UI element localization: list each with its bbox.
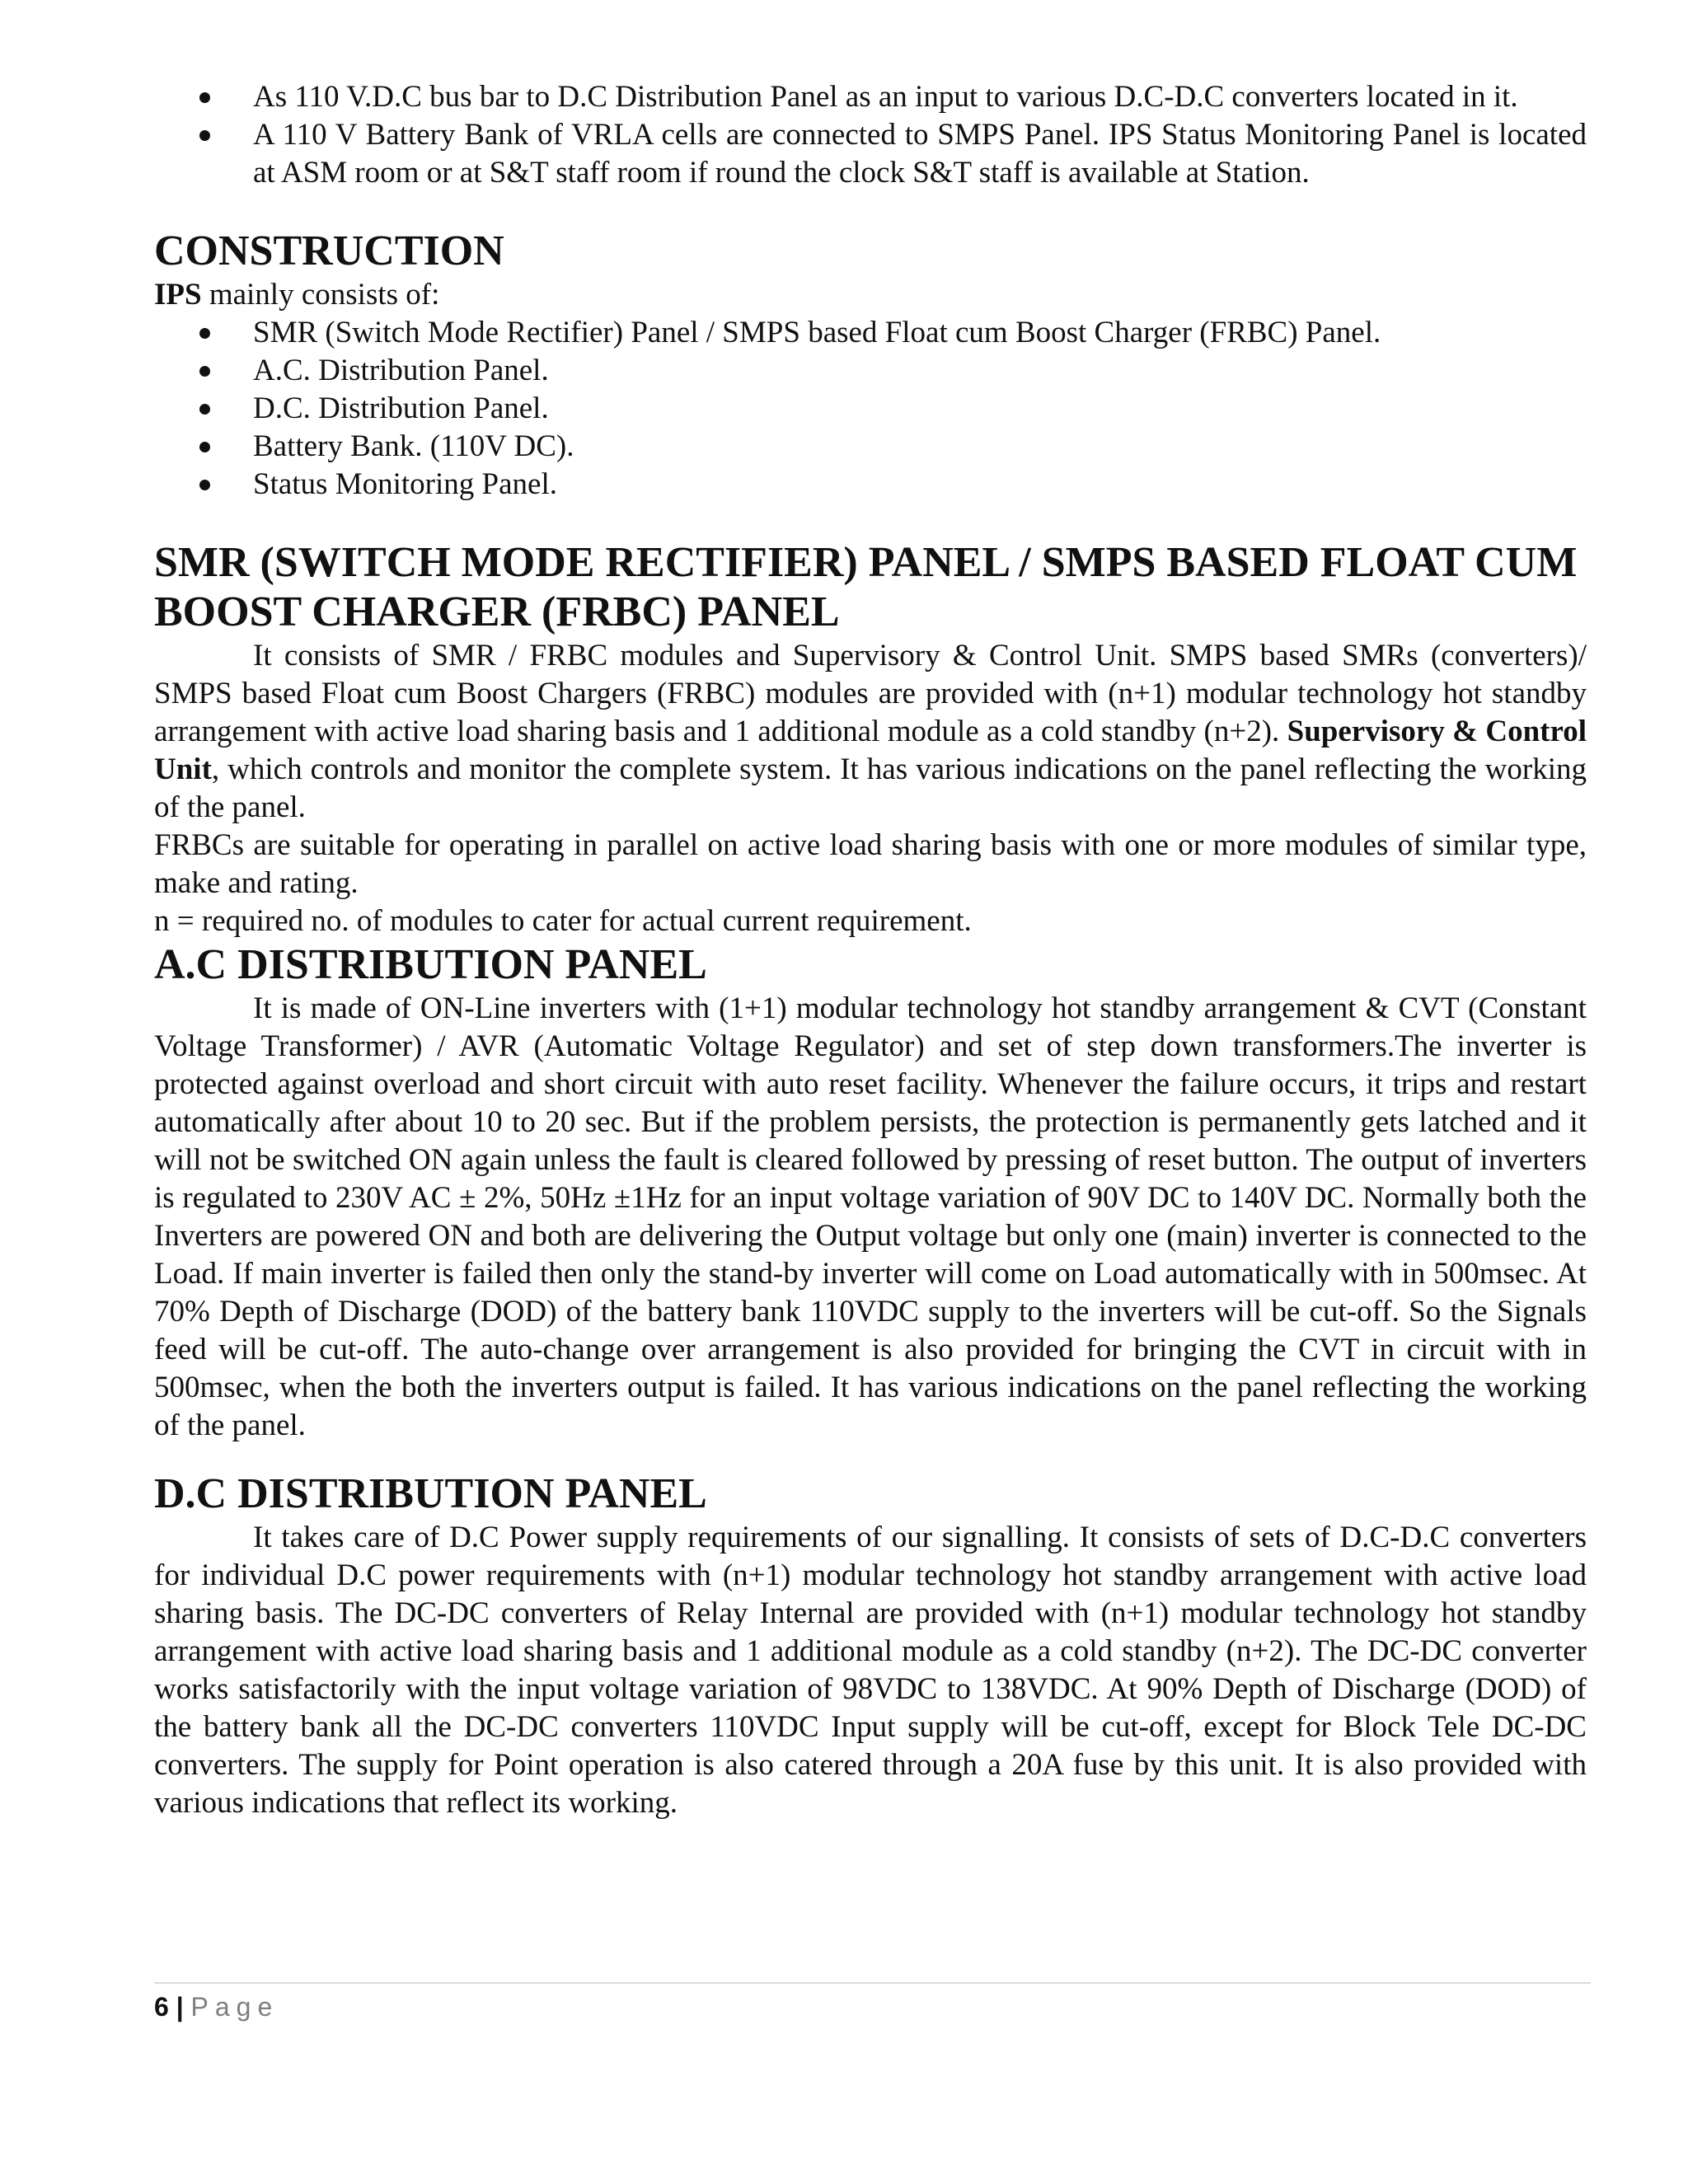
construction-intro: IPS mainly consists of: bbox=[154, 278, 440, 312]
page-label: Page bbox=[190, 1992, 279, 2022]
list-item: Battery Bank. (110V DC). bbox=[154, 428, 1587, 466]
bullet-icon bbox=[199, 442, 210, 452]
list-item: A 110 V Battery Bank of VRLA cells are connected to SMPS Panel. IPS Status Monitoring Panel is located at ASM room or at S&T staff room if round the clock S&T staff is available at Station. bbox=[154, 116, 1587, 192]
page-number: 6 bbox=[154, 1992, 169, 2022]
document-page bbox=[154, 78, 1587, 1822]
dcdp-paragraph: It takes care of D.C Power supply requirements of our signalling. It consists of sets of D.C-D.C converters for individual D.C power requirements with (n+1) modular technology hot standby arrangement with active load sharing basis. The DC-DC converters of Relay Internal are provided with (n+1) modular technology hot standby arrangement with active load sharing basis and 1 additional module as a cold standby (n+2). The DC-DC converter works satisfactorily with the input voltage variation of 98VDC to 138VDC. At 90% Depth of Discharge (DOD) of the battery bank all the DC-DC converters 110VDC Input supply will be cut-off, except for Block Tele DC-DC converters. The supply for Point operation is also catered through a 20A fuse by this unit. It is also provided with various indications that reflect its working. bbox=[154, 1521, 1587, 1820]
bullet-icon bbox=[199, 366, 210, 377]
construction-heading: CONSTRUCTION bbox=[154, 227, 504, 274]
intro-bullet-list bbox=[154, 78, 1587, 192]
bullet-icon bbox=[199, 480, 210, 490]
list-item: SMR (Switch Mode Rectifier) Panel / SMPS based Float cum Boost Charger (FRBC) Panel. bbox=[154, 314, 1587, 352]
bullet-icon bbox=[199, 404, 210, 415]
smr-paragraph-2: FRBCs are suitable for operating in parallel on active load sharing basis with one or more modules of similar type, make and rating. bbox=[154, 828, 1587, 900]
dcdp-heading: D.C DISTRIBUTION PANEL bbox=[154, 1470, 707, 1517]
smr-paragraph-3: n = required no. of modules to cater for actual current requirement. bbox=[154, 904, 972, 938]
acdp-paragraph: It is made of ON-Line inverters with (1+1) modular technology hot standby arrangement & CVT (Constant Voltage Transformer) / AVR (Automatic Voltage Regulator) and set of step down transformers.The inverter is protected against overload and short circuit with auto reset facility. Whenever the failure occurs, it trips and restart automatically after about 10 to 20 sec. But if the problem persists, the protection is permanently gets latched and it will not be switched ON again unless the fault is cleared followed by pressing of reset button. The output of inverters is regulated to 230V AC ± 2%, 50Hz ±1Hz for an input voltage variation of 90V DC to 140V DC. Normally both the Inverters are powered ON and both are delivering the Output voltage but only one (main) inverter is connected to the Load. If main inverter is failed then only the stand-by inverter will come on Load automatically with in 500msec. At 70% Depth of Discharge (DOD) of the battery bank 110VDC supply to the inverters will be cut-off. So the Signals feed will be cut-off. The auto-change over arrangement is also provided for bringing the CVT in circuit with in 500msec, when the both the inverters output is failed. It has various indications on the panel reflecting the working of the panel. bbox=[154, 991, 1587, 1442]
bullet-icon bbox=[199, 328, 210, 339]
footer-separator: | bbox=[168, 1992, 191, 2022]
list-item: D.C. Distribution Panel. bbox=[154, 390, 1587, 428]
list-item: A.C. Distribution Panel. bbox=[154, 352, 1587, 390]
page-footer bbox=[154, 1982, 1591, 2022]
smr-heading: SMR (SWITCH MODE RECTIFIER) PANEL / SMPS BASED FLOAT CUM BOOST CHARGER (FRBC) PANEL bbox=[154, 539, 1578, 635]
bullet-icon bbox=[199, 130, 210, 141]
acdp-heading: A.C DISTRIBUTION PANEL bbox=[154, 941, 707, 988]
list-item: As 110 V.D.C bus bar to D.C Distribution Panel as an input to various D.C-D.C converters located in it. bbox=[154, 78, 1587, 116]
smr-paragraph-1: It consists of SMR / FRBC modules and Supervisory & Control Unit. SMPS based SMRs (converters)/ SMPS based Float cum Boost Chargers (FRBC) modules are provided with (n+1) modular technology hot standby arrangement with active load sharing basis and 1 additional module as a cold standby (n+2). Supervisory & Control Unit, which controls and monitor the complete system. It has various indications on the panel reflecting the working of the panel. bbox=[154, 639, 1587, 824]
list-item: Status Monitoring Panel. bbox=[154, 466, 1587, 504]
bullet-icon bbox=[199, 92, 210, 103]
construction-list bbox=[154, 314, 1587, 504]
